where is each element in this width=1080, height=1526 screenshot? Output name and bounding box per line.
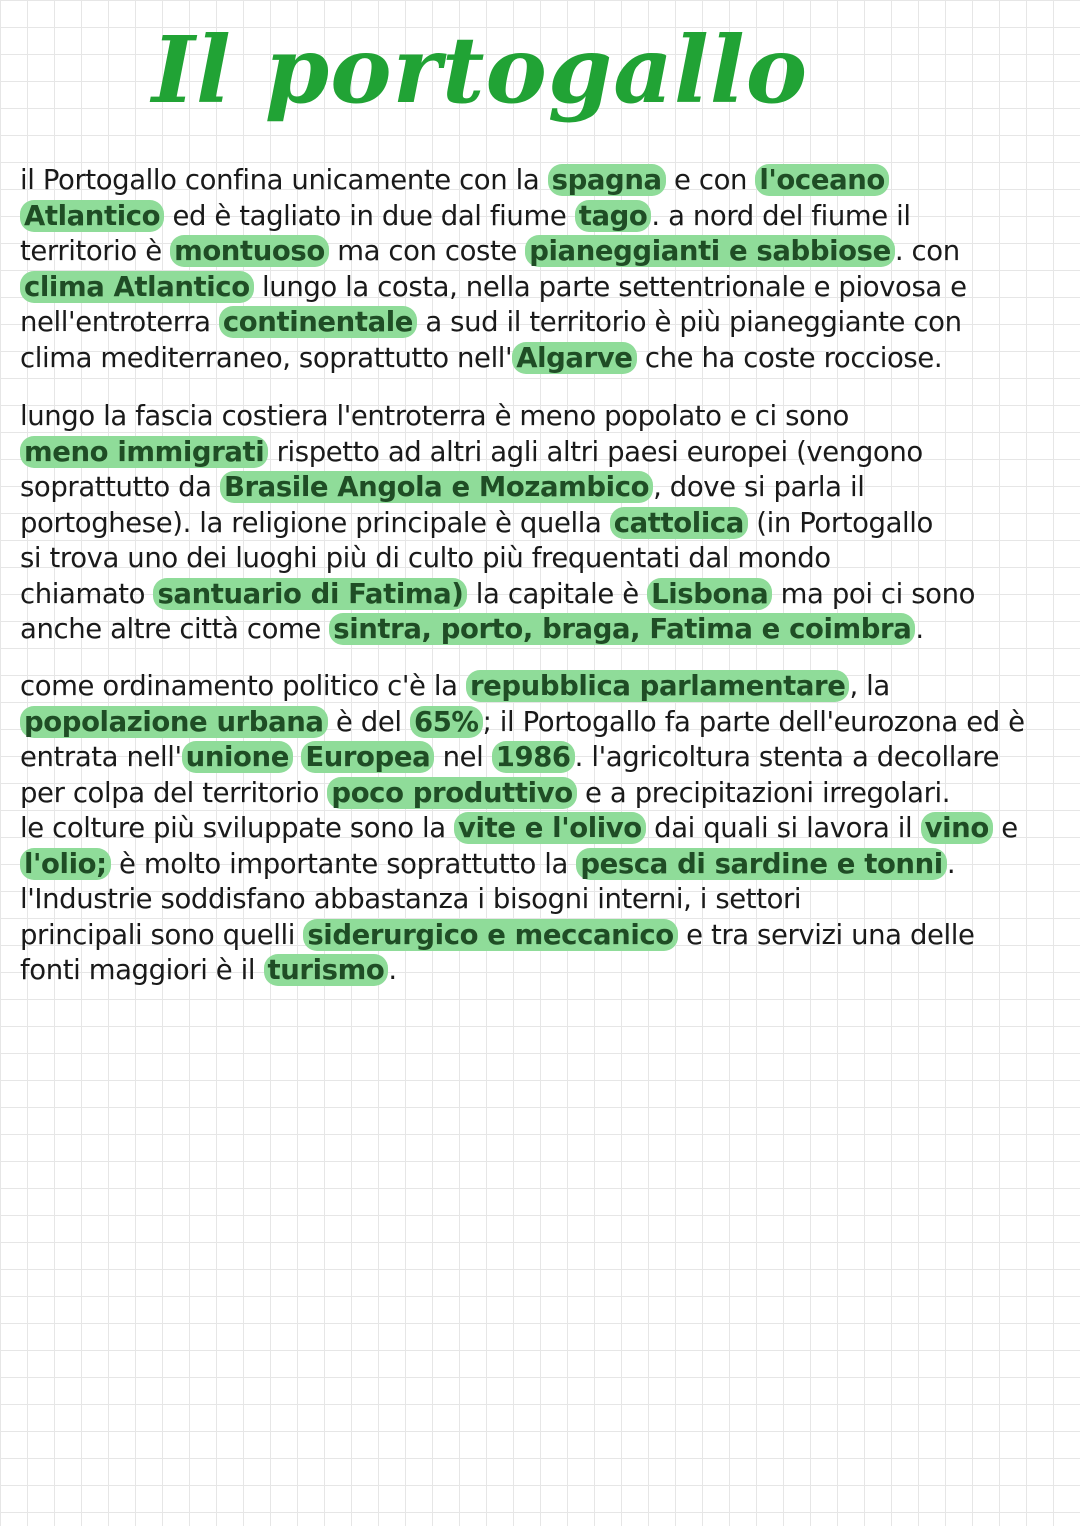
highlighted-term: Lisbona [647, 578, 772, 610]
text-line [20, 435, 1065, 471]
text-segment: le colture più sviluppate sono la [20, 812, 455, 844]
page-title: Il portogallo [151, 16, 809, 124]
text-line [20, 270, 1065, 306]
highlighted-term: 1986 [492, 741, 575, 773]
highlighted-term: continentale [219, 306, 417, 338]
text-segment: , la [849, 670, 890, 702]
text-segment: . [915, 613, 924, 645]
highlighted-term: 65% [410, 706, 483, 738]
highlighted-term: sintra, porto, braga, Fatima e coimbra [329, 613, 915, 645]
text-line [20, 882, 1065, 918]
text-line [20, 953, 1065, 989]
text-segment: che ha coste rocciose. [636, 341, 943, 374]
text-segment: ed è tagliato in due dal fiume [164, 199, 575, 232]
paragraph-population [20, 399, 1065, 648]
text-segment: a sud il territorio è più pianeggiante con [417, 306, 962, 338]
highlighted-term: Atlantico [20, 200, 164, 232]
text-line [20, 847, 1065, 883]
text-segment: rispetto ad altri agli altri paesi europei (vengono [268, 435, 923, 468]
text-segment: fonti maggiori è il [20, 954, 264, 986]
text-line [20, 669, 1065, 705]
text-line [20, 341, 1065, 377]
text-line [20, 305, 1065, 341]
text-segment: ma con coste [328, 235, 526, 267]
highlighted-term: montuoso [170, 235, 329, 267]
text-segment: come ordinamento politico c'è la [20, 670, 466, 702]
highlighted-term: turismo [264, 954, 389, 986]
text-line [20, 612, 1065, 648]
text-line [20, 399, 1065, 435]
text-segment: (in Portogallo [747, 506, 933, 539]
text-segment: e [992, 812, 1018, 844]
text-segment: il Portogallo confina unicamente con la [20, 164, 548, 196]
highlighted-term: l'olio; [20, 848, 111, 880]
text-segment: . con [894, 235, 960, 267]
text-segment: clima mediterraneo, soprattutto nell' [20, 341, 513, 374]
text-segment: è molto importante soprattutto la [110, 847, 577, 880]
highlighted-term: spagna [548, 164, 666, 196]
text-line [20, 163, 1065, 199]
text-line [20, 776, 1065, 812]
text-line [20, 470, 1065, 506]
text-segment: dai quali si lavora il [645, 812, 921, 844]
text-segment: per colpa del territorio [20, 776, 328, 809]
text-segment: territorio è [20, 235, 171, 267]
text-line [20, 577, 1065, 613]
text-line [20, 234, 1065, 270]
highlighted-term: vino [921, 812, 993, 844]
text-segment: si trova uno dei luoghi più di culto più frequentati dal mondo [20, 542, 831, 574]
highlighted-term: poco produttivo [327, 777, 576, 809]
text-segment: soprattutto da [20, 471, 220, 503]
highlighted-term: Brasile Angola e Mozambico [220, 471, 653, 503]
text-segment: anche altre città come [20, 613, 330, 645]
text-segment: la capitale è [467, 577, 648, 610]
text-segment: . [388, 954, 397, 986]
highlighted-term: pesca di sardine e tonni [576, 848, 946, 880]
text-line [20, 506, 1065, 542]
text-segment: e a precipitazioni irregolari. [576, 776, 951, 809]
highlighted-term: popolazione urbana [20, 706, 328, 738]
text-segment: portoghese). la religione principale è quella [20, 506, 610, 539]
text-segment: è del [327, 705, 410, 738]
highlighted-term: Algarve [512, 342, 636, 374]
paragraph-geography [20, 163, 1065, 376]
highlighted-term: repubblica parlamentare [466, 670, 850, 702]
text-segment: nel [434, 741, 492, 773]
text-segment: ; il Portogallo fa parte dell'eurozona ed è [482, 705, 1025, 738]
paragraph-economy [20, 669, 1065, 989]
highlighted-term: meno immigrati [20, 436, 268, 468]
highlighted-term: l'oceano [755, 164, 889, 196]
text-segment: , dove si parla il [653, 471, 865, 503]
highlighted-term: siderurgico e meccanico [303, 919, 677, 951]
text-segment: principali sono quelli [20, 918, 304, 951]
text-segment: l'Industrie soddisfano abbastanza i bisogni interni, i settori [20, 883, 802, 915]
text-segment: entrata nell' [20, 741, 182, 773]
text-segment: e tra servizi una delle [677, 918, 975, 951]
highlighted-term: tago [575, 200, 652, 232]
text-line [20, 541, 1065, 577]
highlighted-term: unione [182, 741, 293, 773]
text-segment: ma poi ci sono [772, 577, 976, 610]
highlighted-term: vite e l'olivo [454, 812, 646, 844]
text-segment: lungo la costa, nella parte settentrionale e piovosa e [253, 270, 967, 303]
text-line [20, 705, 1065, 741]
text-line [20, 199, 1065, 235]
text-segment: nell'entroterra [20, 306, 219, 338]
text-segment: lungo la fascia costiera l'entroterra è meno popolato e ci sono [20, 400, 849, 432]
text-segment: . a nord del fiume il [651, 199, 911, 232]
text-segment: e con [665, 164, 756, 196]
highlighted-term: pianeggianti e sabbiose [525, 235, 895, 267]
highlighted-term: santuario di Fatima) [153, 578, 467, 610]
text-line [20, 918, 1065, 954]
text-line [20, 740, 1065, 776]
text-segment: chiamato [20, 577, 154, 610]
text-line [20, 811, 1065, 847]
highlighted-term: clima Atlantico [20, 271, 254, 303]
text-segment: . l'agricoltura stenta a decollare [574, 741, 1000, 773]
text-segment: . [946, 847, 956, 880]
highlighted-term: Europea [301, 741, 434, 773]
highlighted-term: cattolica [610, 507, 748, 539]
